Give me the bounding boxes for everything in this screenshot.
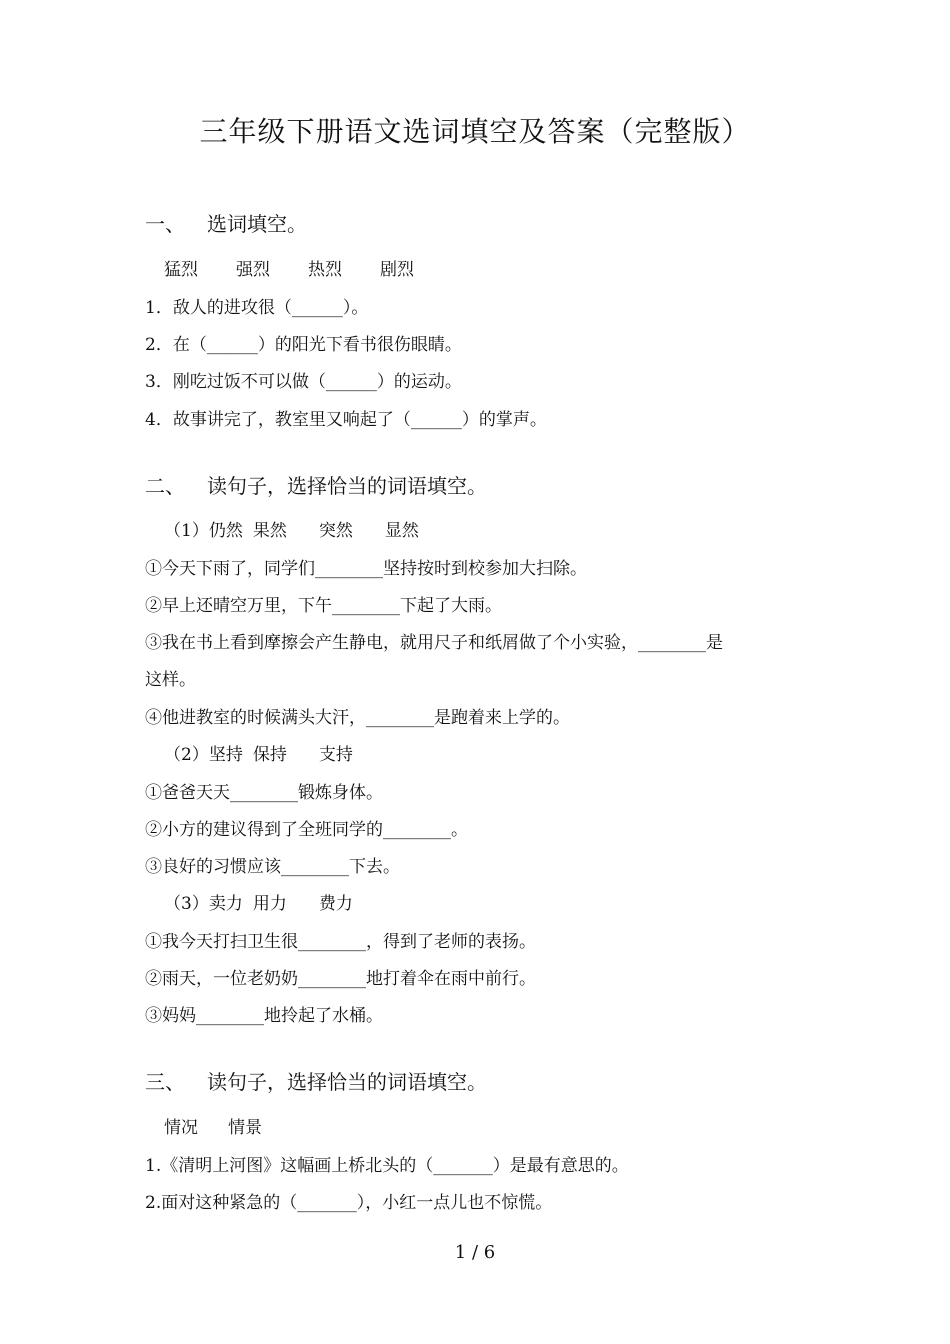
group-3-word-bank — [164, 893, 391, 915]
word-option: 强烈 — [236, 260, 270, 280]
question-item: ②早上还晴空万里，下午________下起了大雨。 — [145, 596, 502, 616]
word-option: 热烈 — [308, 260, 342, 280]
question-item-continuation: 这样。 — [145, 670, 196, 690]
section-3-number: 三、 — [145, 1070, 185, 1094]
section-3-heading — [145, 1069, 487, 1095]
question-item: ③良好的习惯应该________下去。 — [145, 857, 400, 877]
question-item: 1.《清明上河图》这幅画上桥北头的（_______）是最有意思的。 — [145, 1156, 629, 1176]
group-2-word-bank — [164, 744, 391, 766]
section-2-title: 读句子，选择恰当的词语填空。 — [207, 474, 487, 498]
section-1-word-bank — [164, 259, 452, 281]
word-option: （2）坚持 — [164, 745, 243, 765]
question-item: ②小方的建议得到了全班同学的________。 — [145, 820, 468, 840]
question-item: 4．故事讲完了，教室里又响起了（______）的掌声。 — [145, 410, 547, 430]
question-item: ④他进教室的时候满头大汗，________是跑着来上学的。 — [145, 708, 570, 728]
question-item: ①今天下雨了，同学们________坚持按时到校参加大扫除。 — [145, 559, 587, 579]
question-item: ①我今天打扫卫生很________，得到了老师的表扬。 — [145, 932, 536, 952]
word-option: 猛烈 — [164, 260, 198, 280]
group-1-word-bank — [164, 520, 457, 542]
page-number: 1 / 6 — [454, 1242, 496, 1263]
question-item: 2．在（______）的阳光下看书很伤眼睛。 — [145, 335, 462, 355]
word-option: 保持 — [252, 745, 287, 765]
question-item: ③妈妈________地拎起了水桶。 — [145, 1006, 383, 1026]
question-item: 1．敌人的进攻很（______）。 — [145, 298, 369, 318]
question-item: ②雨天，一位老奶奶________地打着伞在雨中前行。 — [145, 969, 536, 989]
section-1-number: 一、 — [145, 212, 185, 236]
word-option: 情景 — [228, 1118, 262, 1138]
word-option: 费力 — [318, 894, 353, 914]
section-2-heading — [145, 473, 487, 499]
word-option: 用力 — [252, 894, 287, 914]
word-option: 剧烈 — [380, 260, 414, 280]
word-option: 显然 — [384, 521, 419, 541]
question-item: ③我在书上看到摩擦会产生静电，就用尺子和纸屑做了个小实验，________是 — [145, 633, 723, 653]
section-1-title: 选词填空。 — [207, 212, 307, 236]
section-3-word-bank — [164, 1117, 300, 1139]
word-option: 突然 — [318, 521, 353, 541]
word-option: 果然 — [252, 521, 287, 541]
question-item: ①爸爸天天________锻炼身体。 — [145, 783, 383, 803]
word-option: 支持 — [318, 745, 353, 765]
word-option: （1）仍然 — [164, 521, 243, 541]
section-3-title: 读句子，选择恰当的词语填空。 — [207, 1070, 487, 1094]
word-option: 情况 — [164, 1118, 198, 1138]
word-option: （3）卖力 — [164, 894, 243, 914]
question-item: 2.面对这种紧急的（_______），小红一点儿也不惊慌。 — [145, 1193, 553, 1213]
question-item: 3．刚吃过饭不可以做（______）的运动。 — [145, 372, 462, 392]
section-1-heading — [145, 211, 307, 237]
document-title: 三年级下册语文选词填空及答案（完整版） — [199, 115, 751, 148]
section-2-number: 二、 — [145, 474, 185, 498]
